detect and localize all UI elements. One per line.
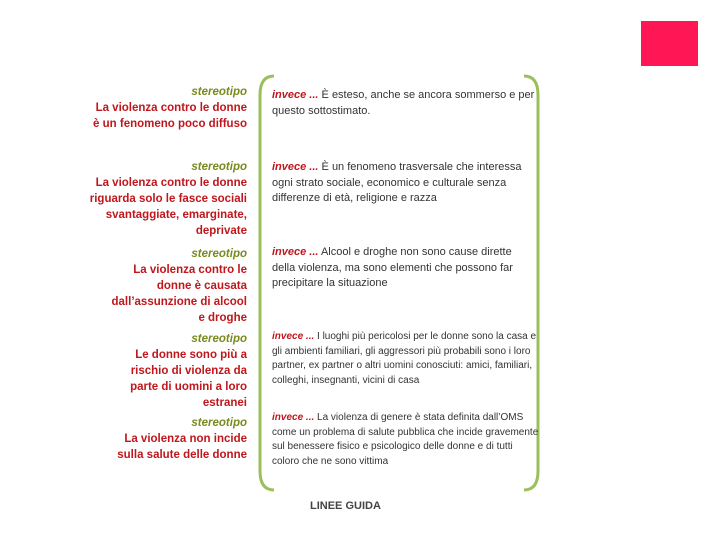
- stereotype-block: [87, 84, 247, 132]
- fact-text: La violenza di genere è stata definita dall’OMS come un problema di salute pubblica che incide gravemente sul benessere fisico e psicologico delle donne e di tutti coloro che ne sono vittima: [272, 412, 539, 467]
- stereotype-block: [109, 331, 247, 411]
- stereotype-block: [97, 415, 247, 463]
- stereotype-tag: stereotipo: [191, 161, 247, 173]
- accent-square: [641, 21, 698, 66]
- fact-lead: invece ...: [272, 89, 319, 101]
- stereotype-tag: stereotipo: [191, 417, 247, 429]
- stereotype-block: [107, 246, 247, 326]
- fact-block: [272, 160, 522, 207]
- fact-lead: invece ...: [272, 412, 315, 423]
- stereotype-tag: stereotipo: [191, 333, 247, 345]
- fact-lead: invece ...: [272, 331, 315, 342]
- fact-text: È esteso, anche se ancora sommerso e per questo sottostimato.: [272, 89, 535, 117]
- fact-lead: invece ...: [272, 246, 319, 258]
- fact-block: [272, 88, 540, 119]
- stereotype-text: La violenza non incide sulla salute delle donne: [117, 433, 247, 461]
- fact-text: È un fenomeno trasversale che interessa ogni strato sociale, economico e culturale senza differenze di età, religione e razza: [272, 161, 522, 204]
- fact-lead: invece ...: [272, 161, 319, 173]
- stereotype-tag: stereotipo: [191, 86, 247, 98]
- fact-text: I luoghi più pericolosi per le donne sono la casa e gli ambienti familiari, gli aggressori più probabili sono i loro partner, ex partner o altri uomini conosciuti: amici, familiari, colleghi, insegnanti, vicini di casa: [272, 331, 537, 386]
- stereotype-tag: stereotipo: [191, 248, 247, 260]
- stereotype-text: La violenza contro le donne è un fenomeno poco diffuso: [93, 102, 247, 130]
- fact-block: [272, 411, 540, 469]
- fact-block: [272, 245, 522, 292]
- stereotype-text: La violenza contro le donne riguarda solo le fasce sociali svantaggiate, emarginate, deprivate: [89, 177, 247, 237]
- stereotype-text: La violenza contro le donne è causata dall’assunzione di alcool e droghe: [111, 264, 247, 324]
- fact-block: [272, 330, 540, 388]
- fact-text: Alcool e droghe non sono cause dirette della violenza, ma sono elementi che possono far precipitare la situazione: [272, 246, 513, 289]
- stereotype-block: [87, 159, 247, 239]
- cut-off-footer-text: LINEE GUIDA: [310, 500, 381, 512]
- stereotype-text: Le donne sono più a rischio di violenza da parte di uomini a loro estranei: [130, 349, 247, 409]
